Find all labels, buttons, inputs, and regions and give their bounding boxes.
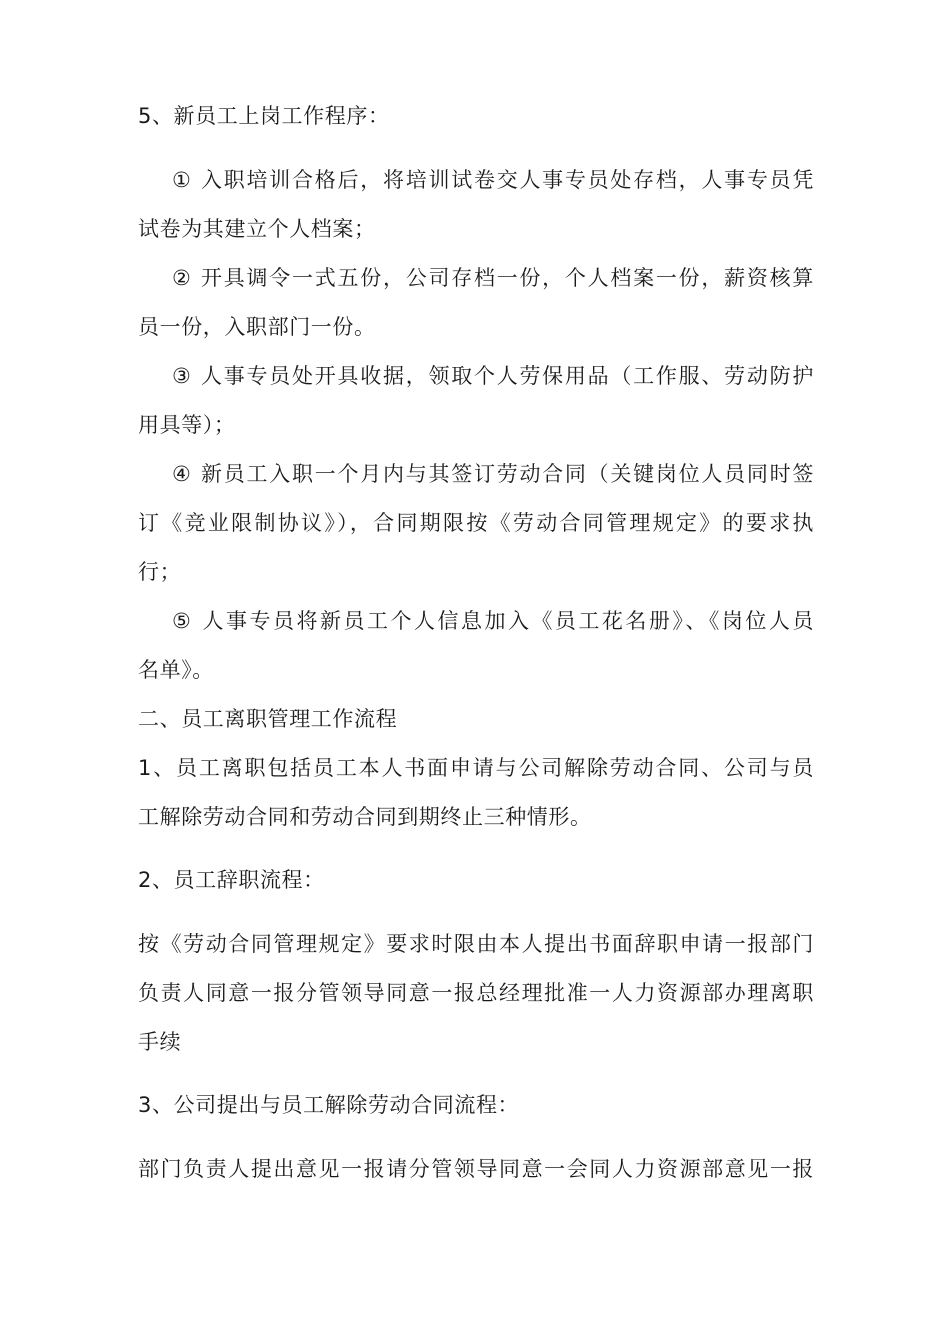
- step-4-line-3: 行；: [138, 560, 182, 584]
- item-1-line-1: 1、员工离职包括员工本人书面申请与公司解除劳动合同、公司与员: [138, 756, 814, 780]
- section-heading-onboarding-steps: 5、新员工上岗工作程序：: [138, 104, 390, 128]
- item-2-text-line-3: 手续: [138, 1030, 182, 1054]
- item-2-text-line-1: 按《劳动合同管理规定》要求时限由本人提出书面辞职申请一报部门: [138, 932, 814, 956]
- step-1-line-2: 试卷为其建立个人档案；: [138, 217, 376, 241]
- item-2-heading: 2、员工辞职流程：: [138, 868, 325, 892]
- step-5-line-2: 名单》。: [138, 658, 214, 682]
- item-2-text-line-2: 负责人同意一报分管领导同意一报总经理批准一人力资源部办理离职: [138, 981, 814, 1005]
- step-3-line-2: 用具等）；: [138, 413, 236, 437]
- section-heading-resignation-process: 二、员工离职管理工作流程: [138, 707, 398, 731]
- item-3-heading: 3、公司提出与员工解除劳动合同流程：: [138, 1093, 520, 1117]
- item-1-line-2: 工解除劳动合同和劳动合同到期终止三种情形。: [138, 805, 592, 829]
- item-3-text-line-1: 部门负责人提出意见一报请分管领导同意一会同人力资源部意见一报: [138, 1157, 814, 1181]
- step-5-line-1: ⑤ 人事专员将新员工个人信息加入《员工花名册》、《岗位人员: [172, 609, 814, 633]
- step-2-line-2: 员一份，入职部门一份。: [138, 315, 376, 339]
- step-3-line-1: ③ 人事专员处开具收据，领取个人劳保用品（工作服、劳动防护: [172, 364, 814, 388]
- step-4-line-1: ④ 新员工入职一个月内与其签订劳动合同（关键岗位人员同时签: [172, 462, 814, 486]
- step-4-line-2: 订《竞业限制协议》），合同期限按《劳动合同管理规定》的要求执: [138, 511, 814, 535]
- step-2-line-1: ② 开具调令一式五份，公司存档一份，个人档案一份，薪资核算: [172, 266, 814, 290]
- step-1-line-1: ① 入职培训合格后，将培训试卷交人事专员处存档，人事专员凭: [172, 168, 814, 192]
